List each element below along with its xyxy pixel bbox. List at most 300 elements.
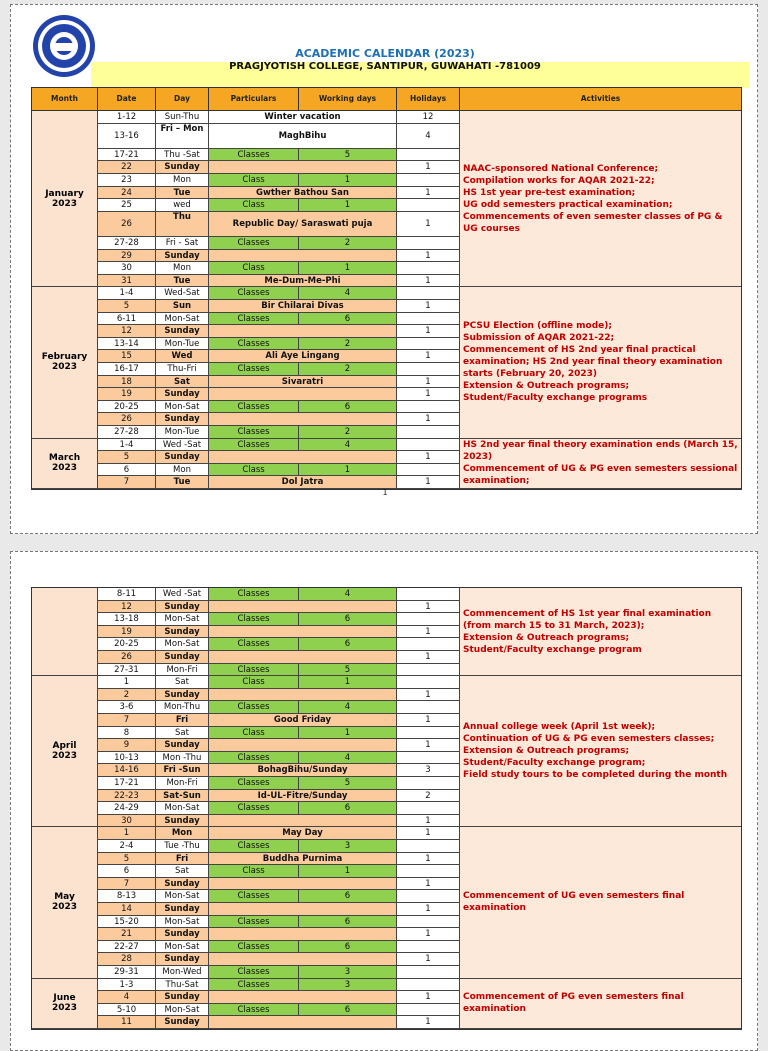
table-row <box>98 401 460 414</box>
particulars-cell: Classes <box>209 752 299 765</box>
particulars-cell: Classes <box>209 941 299 954</box>
holidays-cell <box>397 638 460 651</box>
holidays-cell: 1 <box>397 300 460 313</box>
date-cell: 9 <box>98 739 156 752</box>
date-cell: 15 <box>98 350 156 363</box>
table-row <box>98 613 460 626</box>
holidays-cell: 3 <box>397 764 460 777</box>
month-rows <box>98 111 460 287</box>
day-cell: Sunday <box>156 161 209 174</box>
day-cell: Fri <box>156 853 209 866</box>
working-days-cell: 6 <box>299 1004 397 1017</box>
holidays-cell <box>397 287 460 300</box>
activities-text <box>463 439 738 487</box>
date-cell: 12 <box>98 601 156 614</box>
particulars-cell <box>209 250 397 263</box>
particulars-cell: Sivaratri <box>209 376 397 389</box>
table-row <box>98 953 460 966</box>
holidays-cell <box>397 890 460 903</box>
activities-text <box>463 991 738 1015</box>
month-rows <box>98 979 460 1029</box>
activity-item: Extension & Outreach programs; <box>463 632 630 643</box>
day-cell: Mon-Sat <box>156 941 209 954</box>
date-cell: 4 <box>98 991 156 1004</box>
table-row <box>98 199 460 212</box>
activity-item: UG odd semesters practical examination; <box>463 199 673 210</box>
table-header <box>32 88 741 111</box>
particulars-cell: Class <box>209 464 299 477</box>
date-cell: 17-21 <box>98 149 156 162</box>
day-cell: Sunday <box>156 626 209 639</box>
working-days-cell: 1 <box>299 464 397 477</box>
particulars-cell: Class <box>209 262 299 275</box>
date-cell: 1-4 <box>98 287 156 300</box>
holidays-cell: 1 <box>397 187 460 200</box>
date-cell: 13-16 <box>98 124 156 149</box>
particulars-cell <box>209 991 397 1004</box>
activity-item: PCSU Election (offline mode); <box>463 321 612 332</box>
day-cell: Thu-Fri <box>156 363 209 376</box>
activity-item: Extension & Outreach programs; <box>463 746 630 757</box>
date-cell: 6-11 <box>98 313 156 326</box>
holidays-cell <box>397 916 460 929</box>
activity-item: Compilation works for AQAR 2021-22; <box>463 175 655 186</box>
table-row <box>98 815 460 828</box>
holidays-cell: 1 <box>397 689 460 702</box>
date-cell: 25 <box>98 199 156 212</box>
working-days-cell: 6 <box>299 313 397 326</box>
date-cell: 7 <box>98 714 156 727</box>
table-row <box>98 638 460 651</box>
date-cell: 22-27 <box>98 941 156 954</box>
day-cell: Sat <box>156 676 209 689</box>
holidays-cell <box>397 664 460 677</box>
month-group <box>32 111 741 287</box>
day-cell: Mon <box>156 827 209 840</box>
table-row <box>98 991 460 1004</box>
date-cell: 17-21 <box>98 777 156 790</box>
activity-item: Student/Faculty exchange program; <box>463 758 646 769</box>
particulars-cell <box>209 1016 397 1029</box>
table-row <box>98 827 460 840</box>
day-cell: Sunday <box>156 388 209 401</box>
working-days-cell: 6 <box>299 401 397 414</box>
day-cell: Sun <box>156 300 209 313</box>
table-row <box>98 676 460 689</box>
day-cell: Sat <box>156 727 209 740</box>
working-days-cell: 4 <box>299 287 397 300</box>
holidays-cell <box>397 979 460 992</box>
holidays-cell: 1 <box>397 903 460 916</box>
header-month: Month <box>32 88 98 110</box>
date-cell: 31 <box>98 275 156 288</box>
date-cell: 5 <box>98 853 156 866</box>
date-cell: 6 <box>98 865 156 878</box>
holidays-cell: 1 <box>397 250 460 263</box>
activities-text <box>463 320 738 404</box>
table-row <box>98 376 460 389</box>
table-row <box>98 928 460 941</box>
holidays-cell <box>397 865 460 878</box>
working-days-cell: 5 <box>299 149 397 162</box>
table-row <box>98 966 460 979</box>
holidays-cell <box>397 426 460 439</box>
particulars-cell: Class <box>209 865 299 878</box>
day-cell: Sunday <box>156 903 209 916</box>
month-cell: March 2023 <box>32 439 98 489</box>
activity-item: HS 1st year pre-test examination; <box>463 187 636 198</box>
table-row <box>98 174 460 187</box>
particulars-cell <box>209 651 397 664</box>
table-row <box>98 714 460 727</box>
holidays-cell <box>397 199 460 212</box>
particulars-cell: Class <box>209 174 299 187</box>
month-rows <box>98 676 460 827</box>
date-cell: 21 <box>98 928 156 941</box>
particulars-cell: Classes <box>209 338 299 351</box>
holidays-cell: 2 <box>397 790 460 803</box>
table-row <box>98 325 460 338</box>
page-title: ACADEMIC CALENDAR (2023) <box>295 47 475 60</box>
particulars-cell <box>209 413 397 426</box>
table-row <box>98 388 460 401</box>
date-cell: 1-4 <box>98 439 156 452</box>
particulars-cell <box>209 689 397 702</box>
table-row <box>98 187 460 200</box>
holidays-cell: 1 <box>397 451 460 464</box>
particulars-cell: Classes <box>209 664 299 677</box>
particulars-cell: Winter vacation <box>209 111 397 124</box>
holidays-cell: 1 <box>397 626 460 639</box>
date-cell: 22 <box>98 161 156 174</box>
day-cell: Sunday <box>156 601 209 614</box>
date-cell: 8-13 <box>98 890 156 903</box>
header-working-days: Working days <box>299 88 397 110</box>
date-cell: 19 <box>98 388 156 401</box>
holidays-cell: 1 <box>397 476 460 489</box>
particulars-cell <box>209 388 397 401</box>
month-cell: June 2023 <box>32 979 98 1029</box>
table-row <box>98 916 460 929</box>
particulars-cell <box>209 928 397 941</box>
day-cell: Fri - Sat <box>156 237 209 250</box>
month-group <box>32 827 741 978</box>
day-cell: Mon <box>156 464 209 477</box>
date-cell: 7 <box>98 476 156 489</box>
particulars-cell: Me-Dum-Me-Phi <box>209 275 397 288</box>
working-days-cell: 3 <box>299 840 397 853</box>
day-cell: Sun-Thu <box>156 111 209 124</box>
day-cell: Mon-Sat <box>156 802 209 815</box>
working-days-cell: 6 <box>299 890 397 903</box>
particulars-cell: Buddha Purnima <box>209 853 397 866</box>
holidays-cell <box>397 840 460 853</box>
particulars-cell <box>209 953 397 966</box>
header-holidays: Holidays <box>397 88 460 110</box>
table-row <box>98 124 460 149</box>
table-row <box>98 701 460 714</box>
particulars-cell: Classes <box>209 890 299 903</box>
day-cell: Wed <box>156 350 209 363</box>
table-row <box>98 464 460 477</box>
activity-item: Commencement of UG even semesters final examination <box>463 891 685 914</box>
date-cell: 14 <box>98 903 156 916</box>
table-row <box>98 601 460 614</box>
day-cell: Sunday <box>156 815 209 828</box>
month-group <box>32 979 741 1029</box>
table-row <box>98 626 460 639</box>
holidays-cell <box>397 966 460 979</box>
holidays-cell <box>397 338 460 351</box>
day-cell: Mon-Fri <box>156 664 209 677</box>
working-days-cell: 2 <box>299 237 397 250</box>
working-days-cell: 5 <box>299 777 397 790</box>
day-cell: Thu <box>156 212 209 237</box>
day-cell: Fri <box>156 714 209 727</box>
working-days-cell: 3 <box>299 966 397 979</box>
particulars-cell: Classes <box>209 966 299 979</box>
activity-item: Extension & Outreach programs; <box>463 381 630 392</box>
table-row <box>98 651 460 664</box>
activities-cell <box>460 979 741 1029</box>
date-cell: 1 <box>98 676 156 689</box>
working-days-cell: 6 <box>299 638 397 651</box>
particulars-cell <box>209 739 397 752</box>
holidays-cell: 1 <box>397 388 460 401</box>
table-row <box>98 1004 460 1017</box>
table-row <box>98 727 460 740</box>
day-cell: Mon <box>156 174 209 187</box>
holidays-cell <box>397 174 460 187</box>
holidays-cell <box>397 262 460 275</box>
particulars-cell <box>209 601 397 614</box>
month-cell <box>32 588 98 676</box>
holidays-cell: 1 <box>397 601 460 614</box>
holidays-cell: 1 <box>397 714 460 727</box>
day-cell: Sunday <box>156 325 209 338</box>
particulars-cell: Classes <box>209 916 299 929</box>
working-days-cell: 1 <box>299 865 397 878</box>
month-group <box>32 588 741 676</box>
day-cell: Wed -Sat <box>156 439 209 452</box>
particulars-cell: Class <box>209 727 299 740</box>
holidays-cell: 1 <box>397 1016 460 1029</box>
table-row <box>98 777 460 790</box>
holidays-cell: 1 <box>397 827 460 840</box>
holidays-cell <box>397 237 460 250</box>
table-row <box>98 426 460 439</box>
month-cell: January 2023 <box>32 111 98 287</box>
table-row <box>98 689 460 702</box>
table-row <box>98 979 460 992</box>
working-days-cell: 5 <box>299 664 397 677</box>
calendar-table-2 <box>31 587 742 1030</box>
day-cell: Wed -Sat <box>156 588 209 601</box>
day-cell: Mon-Tue <box>156 338 209 351</box>
month-rows <box>98 287 460 438</box>
date-cell: 12 <box>98 325 156 338</box>
day-cell: Tue <box>156 187 209 200</box>
table-row <box>98 941 460 954</box>
table-row <box>98 865 460 878</box>
date-cell: 24 <box>98 187 156 200</box>
particulars-cell: Dol Jatra <box>209 476 397 489</box>
day-cell: Sat <box>156 865 209 878</box>
activity-item: Student/Faculty exchange program <box>463 644 642 655</box>
holidays-cell: 12 <box>397 111 460 124</box>
date-cell: 19 <box>98 626 156 639</box>
date-cell: 24-29 <box>98 802 156 815</box>
holidays-cell: 1 <box>397 878 460 891</box>
table-row <box>98 890 460 903</box>
table-row <box>98 840 460 853</box>
working-days-cell: 1 <box>299 727 397 740</box>
table-row <box>98 350 460 363</box>
particulars-cell <box>209 626 397 639</box>
working-days-cell: 1 <box>299 676 397 689</box>
holidays-cell: 1 <box>397 376 460 389</box>
day-cell: Mon-Wed <box>156 966 209 979</box>
day-cell: Mon-Thu <box>156 701 209 714</box>
working-days-cell: 6 <box>299 802 397 815</box>
particulars-cell: Classes <box>209 613 299 626</box>
holidays-cell <box>397 777 460 790</box>
month-rows <box>98 827 460 978</box>
working-days-cell: 6 <box>299 613 397 626</box>
working-days-cell: 2 <box>299 338 397 351</box>
holidays-cell: 4 <box>397 124 460 149</box>
particulars-cell: Classes <box>209 439 299 452</box>
day-cell: Mon-Sat <box>156 613 209 626</box>
activity-item: Commencement of UG & PG even semesters sessional examination; <box>463 464 738 487</box>
day-cell: Mon-Sat <box>156 916 209 929</box>
date-cell: 2 <box>98 689 156 702</box>
day-cell: Mon-Fri <box>156 777 209 790</box>
holidays-cell <box>397 676 460 689</box>
table-row <box>98 275 460 288</box>
holidays-cell <box>397 363 460 376</box>
particulars-cell: Classes <box>209 237 299 250</box>
date-cell: 7 <box>98 878 156 891</box>
holidays-cell <box>397 752 460 765</box>
date-cell: 13-18 <box>98 613 156 626</box>
table-row <box>98 451 460 464</box>
holidays-cell <box>397 464 460 477</box>
holidays-cell <box>397 941 460 954</box>
activity-item: Continuation of UG & PG even semesters classes; <box>463 734 715 745</box>
particulars-cell: May Day <box>209 827 397 840</box>
date-cell: 13-14 <box>98 338 156 351</box>
date-cell: 29 <box>98 250 156 263</box>
page-number: 1 <box>382 488 388 497</box>
date-cell: 2-4 <box>98 840 156 853</box>
activity-item: Commencement of HS 2nd year final practical examination; HS 2nd year final theory examination starts (February 20, 2023) <box>463 345 723 380</box>
particulars-cell: MaghBihu <box>209 124 397 149</box>
particulars-cell: Gwther Bathou San <box>209 187 397 200</box>
activity-item: Field study tours to be completed during the month <box>463 770 728 781</box>
table-row <box>98 439 460 452</box>
day-cell: Mon-Sat <box>156 890 209 903</box>
activities-text <box>463 890 738 914</box>
particulars-cell: Classes <box>209 802 299 815</box>
particulars-cell: Classes <box>209 1004 299 1017</box>
particulars-cell: Classes <box>209 638 299 651</box>
particulars-cell: Classes <box>209 401 299 414</box>
day-cell: Mon <box>156 262 209 275</box>
day-cell: Sunday <box>156 991 209 1004</box>
date-cell: 5 <box>98 451 156 464</box>
table-row <box>98 300 460 313</box>
activities-cell <box>460 676 741 827</box>
holidays-cell <box>397 613 460 626</box>
holidays-cell <box>397 439 460 452</box>
particulars-cell: Classes <box>209 777 299 790</box>
holidays-cell: 1 <box>397 928 460 941</box>
holidays-cell: 1 <box>397 815 460 828</box>
table-row <box>98 1016 460 1029</box>
holidays-cell: 1 <box>397 161 460 174</box>
activity-item: HS 2nd year final theory examination ends (March 15, 2023) <box>463 440 738 463</box>
date-cell: 8-11 <box>98 588 156 601</box>
particulars-cell <box>209 161 397 174</box>
calendar-page-2 <box>10 551 758 1051</box>
day-cell: Sunday <box>156 739 209 752</box>
month-cell: May 2023 <box>32 827 98 978</box>
month-group <box>32 439 741 489</box>
activities-text <box>463 721 727 781</box>
day-cell: Thu -Sat <box>156 149 209 162</box>
header-day: Day <box>156 88 209 110</box>
particulars-cell: Classes <box>209 426 299 439</box>
date-cell: 22-23 <box>98 790 156 803</box>
holidays-cell <box>397 701 460 714</box>
activity-item: Commencement of PG even semesters final examination <box>463 992 684 1015</box>
date-cell: 18 <box>98 376 156 389</box>
working-days-cell: 3 <box>299 979 397 992</box>
particulars-cell: Classes <box>209 287 299 300</box>
table-row <box>98 878 460 891</box>
particulars-cell: Class <box>209 676 299 689</box>
day-cell: Sunday <box>156 250 209 263</box>
day-cell: Sunday <box>156 689 209 702</box>
holidays-cell <box>397 401 460 414</box>
date-cell: 27-28 <box>98 237 156 250</box>
holidays-cell: 1 <box>397 275 460 288</box>
working-days-cell: 2 <box>299 363 397 376</box>
table-row <box>98 853 460 866</box>
table-row <box>98 739 460 752</box>
day-cell: Sunday <box>156 651 209 664</box>
particulars-cell: Classes <box>209 588 299 601</box>
day-cell: Mon-Sat <box>156 401 209 414</box>
date-cell: 26 <box>98 651 156 664</box>
activities-text <box>463 163 738 235</box>
activity-item: Annual college week (April 1st week); <box>463 722 656 733</box>
header-date: Date <box>98 88 156 110</box>
table-row <box>98 752 460 765</box>
particulars-cell: Id-UL-Fitre/Sunday <box>209 790 397 803</box>
date-cell: 1 <box>98 827 156 840</box>
particulars-cell: Bir Chilarai Divas <box>209 300 397 313</box>
date-cell: 27-31 <box>98 664 156 677</box>
holidays-cell: 1 <box>397 991 460 1004</box>
month-cell: April 2023 <box>32 676 98 827</box>
particulars-cell: Classes <box>209 979 299 992</box>
month-group <box>32 676 741 827</box>
particulars-cell: Classes <box>209 149 299 162</box>
date-cell: 26 <box>98 413 156 426</box>
holidays-cell <box>397 149 460 162</box>
